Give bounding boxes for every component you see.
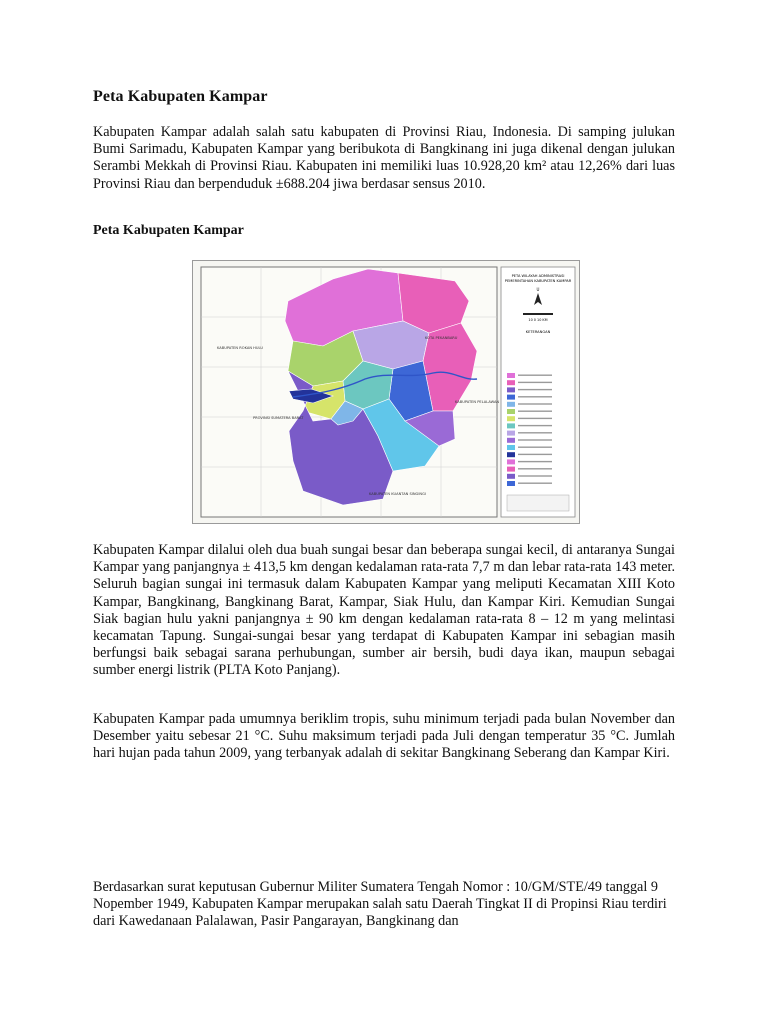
legend-line <box>518 439 552 440</box>
legend-swatch <box>507 402 515 407</box>
legend-line <box>518 468 552 469</box>
rivers-paragraph: Kabupaten Kampar dilalui oleh dua buah sungai besar dan beberapa sungai kecil, di antaranya Sungai Kampar yang panjangnya ± 413,5 km dengan kedalaman rata-rata 7,7 m dan lebar rata-rata 143 meter. Seluruh bagian sungai ini termasuk dalam Kabupaten Kampar yang meliputi Kecamatan XIII Koto Kampar, Bangkinang, Bangkinang Barat, Kampar, Siak Hulu, dan Kampar Kiri. Kemudian Sungai Siak bagian hulu yakni panjangnya ± 90 km dengan kedalaman rata-rata 8 – 12 m yang melintasi kecamatan Tapung. Sungai-sungai besar yang terdapat di Kabupaten Kampar ini sebagian masih berfungsi baik sebagai sarana perhubungan, sumber air bersih, budi daya ikan, maupun sebagai sumber energi listrik (PLTA Koto Panjang). <box>93 542 675 679</box>
legend-swatch <box>507 395 515 400</box>
map-label-south-west: PROVINSI SUMATERA BARAT <box>253 416 304 420</box>
legend-swatch <box>507 373 515 378</box>
legend-line <box>518 425 552 426</box>
legend-swatch <box>507 431 515 436</box>
intro-paragraph: Kabupaten Kampar adalah salah satu kabupaten di Provinsi Riau, Indonesia. Di samping julukan Bumi Sarimadu, Kabupaten Kampar yang beribukota di Bangkinang ini juga dikenal dengan julukan Serambi Mekkah di Provinsi Riau. Kabupaten ini memiliki luas 10.928,20 km² atau 12,26% dari luas Provinsi Riau dan berpenduduk ±688.204 jiwa berdasar sensus 2010. <box>93 124 675 192</box>
climate-paragraph: Kabupaten Kampar pada umumnya beriklim tropis, suhu minimum terjadi pada bulan November dan Desember yaitu sebesar 21 °C. Suhu maksimum terjadi pada Juli dengan temperatur 35 °C. Jumlah hari hujan pada tahun 2009, yang terbanyak adalah di sekitar Bangkinang Seberang dan Kampar Kiri. <box>93 711 675 762</box>
history-paragraph: Berdasarkan surat keputusan Gubernur Militer Sumatera Tengah Nomor : 10/GM/STE/49 tanggal 9 Nopember 1949, Kabupaten Kampar merupakan salah satu Daerah Tingkat II di Propinsi Riau terdiri dari Kawedanaan Palalawan, Pasir Pangarayan, Bangkinang dan <box>93 879 667 930</box>
map-label-north-east: KOTA PEKANBARU <box>425 336 458 340</box>
legend-swatch <box>507 452 515 457</box>
map-drawing <box>193 261 581 525</box>
legend-swatch <box>507 438 515 443</box>
scale-label: 10 0 10 KM <box>528 318 548 322</box>
scale-bar <box>523 313 553 315</box>
legend-line <box>518 403 552 404</box>
page-title: Peta Kabupaten Kampar <box>93 88 268 105</box>
legend-swatch <box>507 409 515 414</box>
legend-line <box>518 475 552 476</box>
legend-title-1: PETA WILAYAH ADMINISTRASI <box>511 274 565 278</box>
legend-line <box>518 411 552 412</box>
legend-heading: KETERANGAN <box>525 330 551 334</box>
legend-swatch <box>507 459 515 464</box>
legend-swatch <box>507 467 515 472</box>
legend-line <box>518 375 552 376</box>
legend-line <box>518 461 552 462</box>
north-label: U <box>536 287 540 292</box>
legend-line <box>518 432 552 433</box>
map-label-west: KABUPATEN ROKAN HULU <box>217 346 263 350</box>
kampar-map-figure <box>192 260 580 524</box>
legend-line <box>518 389 552 390</box>
legend-footer-box <box>507 495 569 511</box>
map-label-east: KABUPATEN PELALAWAN <box>455 400 500 404</box>
map-heading: Peta Kabupaten Kampar <box>93 223 244 238</box>
legend-line <box>518 382 552 383</box>
legend-swatch <box>507 387 515 392</box>
legend-swatch <box>507 416 515 421</box>
legend-swatch <box>507 380 515 385</box>
legend-line <box>518 418 552 419</box>
legend-swatch <box>507 445 515 450</box>
map-label-south: KABUPATEN KUANTAN SINGINGI <box>369 492 426 496</box>
legend-line <box>518 483 552 484</box>
legend-line <box>518 454 552 455</box>
legend-line <box>518 447 552 448</box>
legend-swatch <box>507 481 515 486</box>
legend-swatch <box>507 423 515 428</box>
legend-swatch <box>507 474 515 479</box>
legend-title-2: PEMERINTAHAN KABUPATEN KAMPAR <box>504 279 572 283</box>
legend-line <box>518 396 552 397</box>
